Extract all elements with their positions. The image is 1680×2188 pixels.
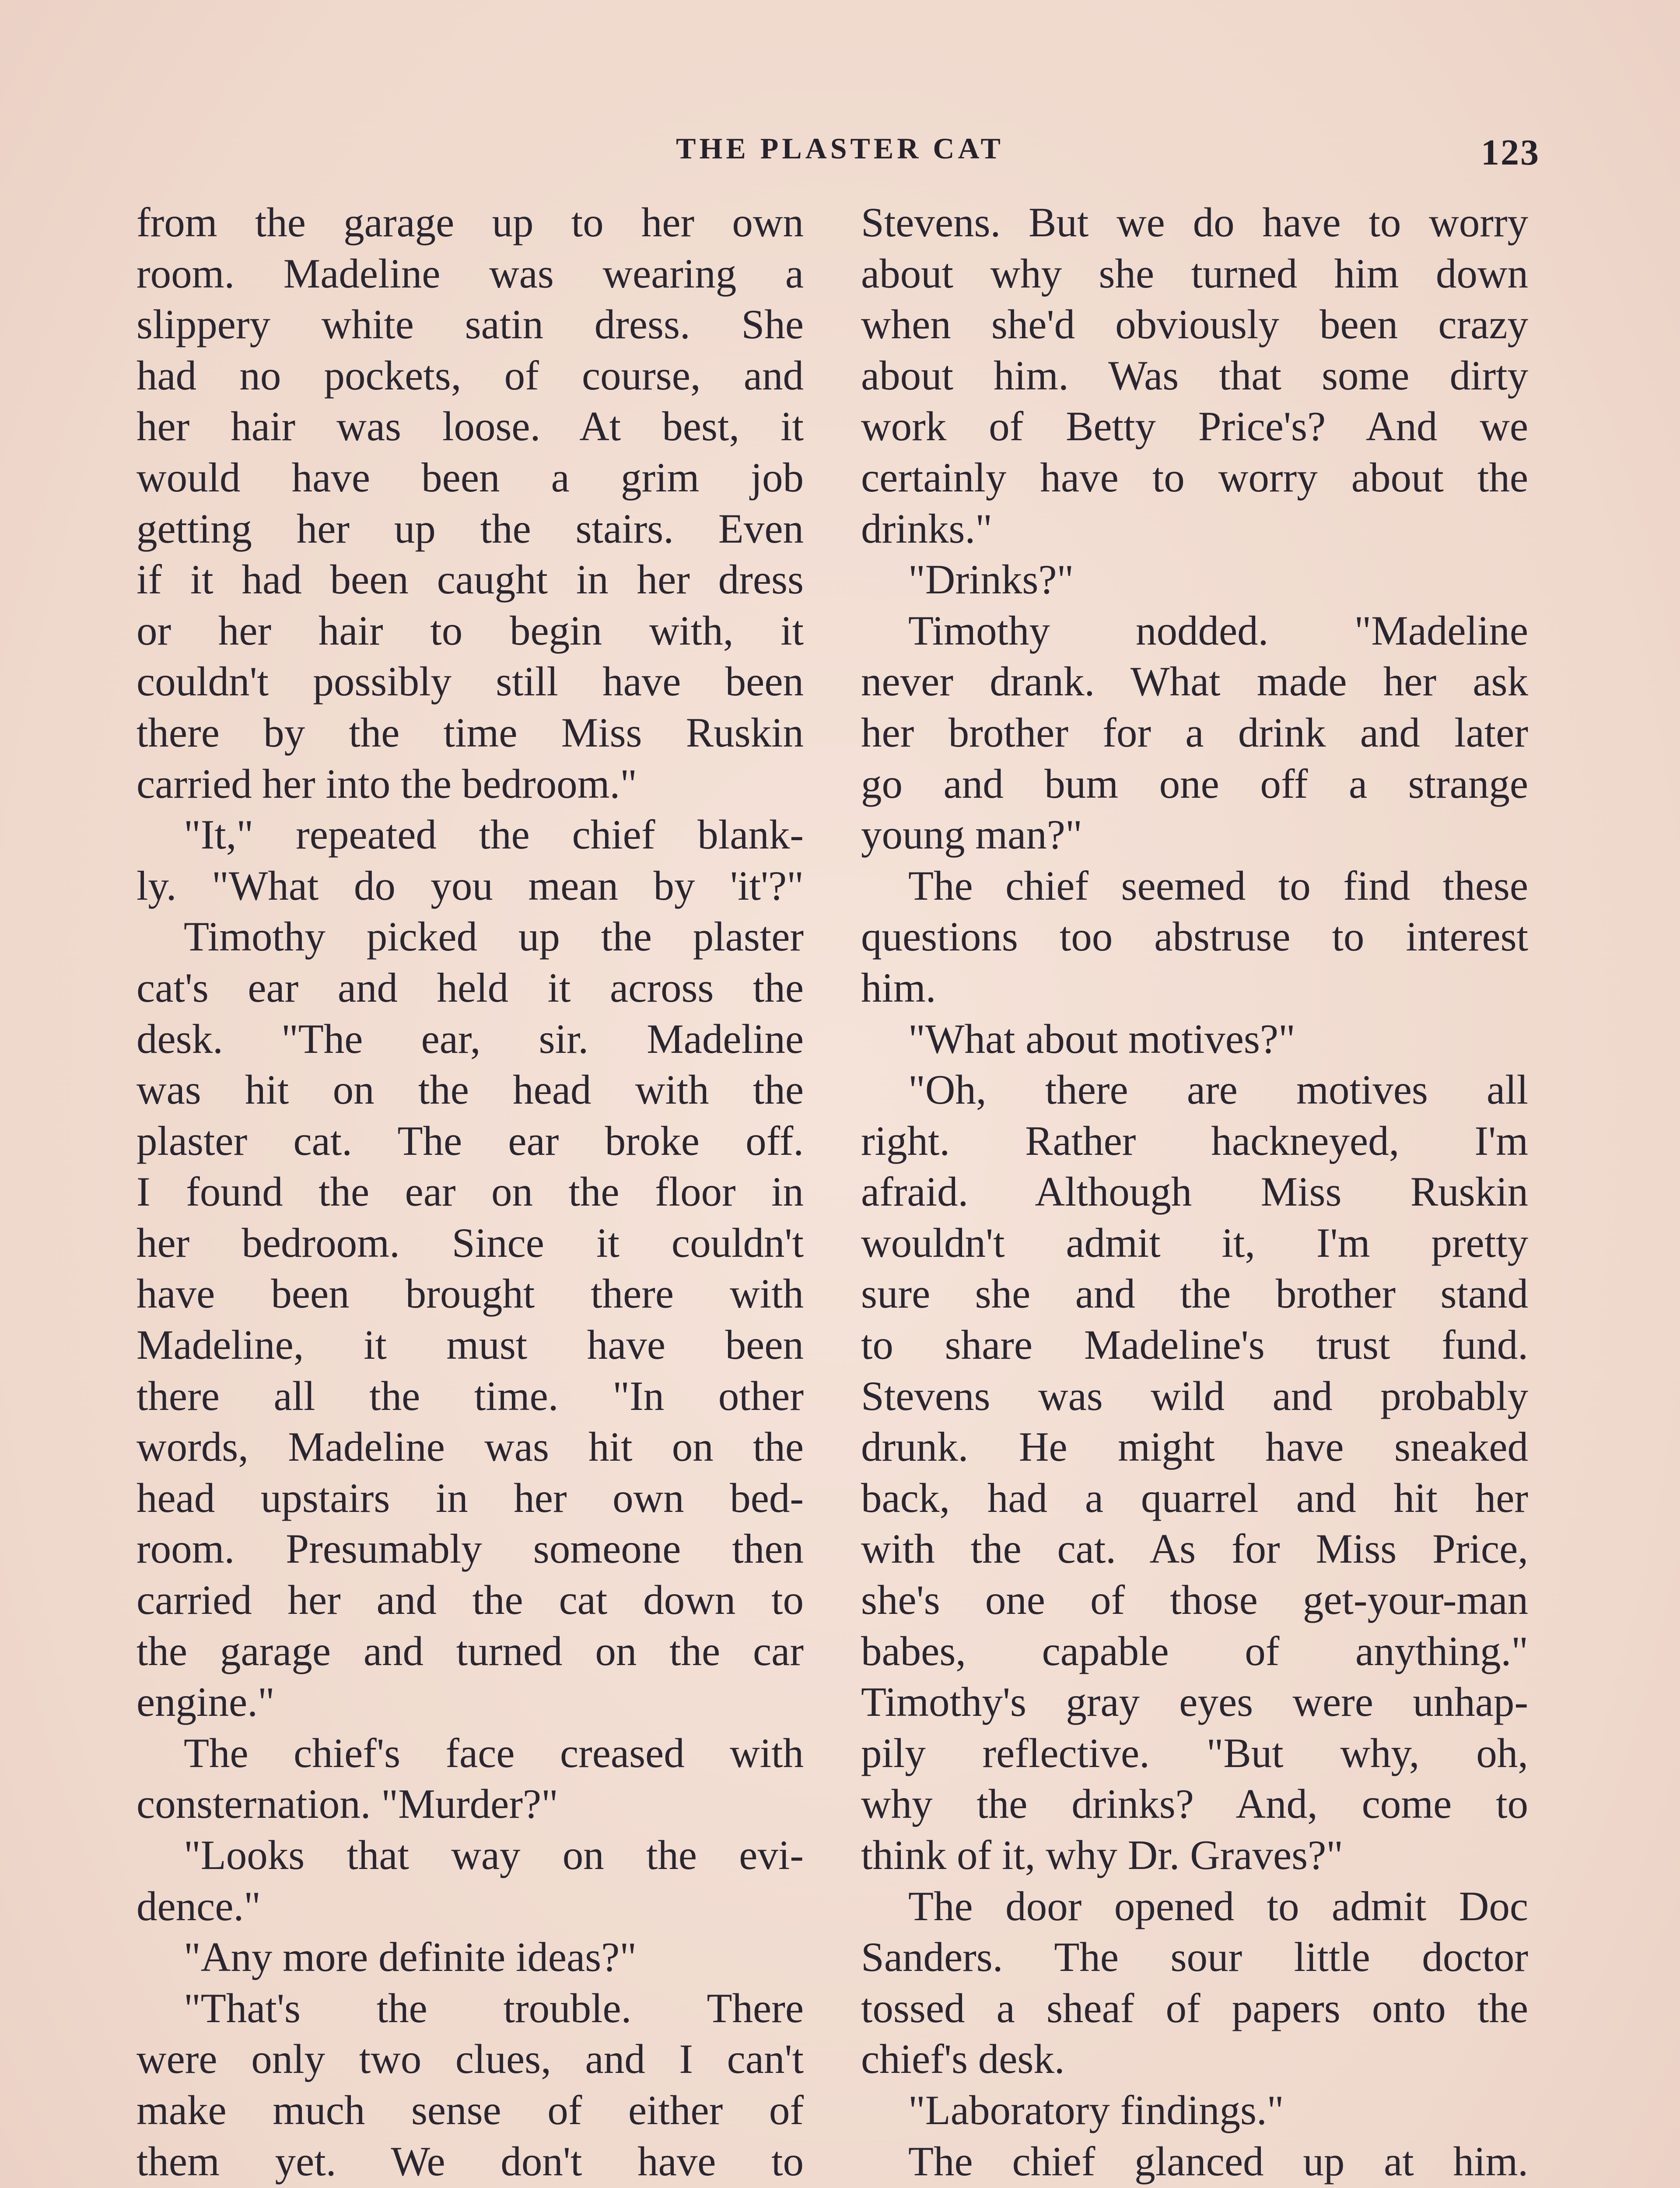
text-line: desk. "The ear, sir. Madeline [136,1015,804,1062]
text-line: room. Madeline was wearing a [136,250,804,297]
text-line: her hair was loose. At best, it [136,403,804,450]
text-line: was hit on the head with the [136,1066,804,1113]
text-line: "It," repeated the chief blank- [184,811,804,858]
page-number: 123 [1481,132,1540,173]
text-line: The door opened to admit Doc [908,1883,1528,1929]
text-line: when she'd obviously been crazy [861,301,1528,348]
text-line: if it had been caught in her dress [136,556,804,603]
text-line: or her hair to begin with, it [136,607,804,654]
text-line: work of Betty Price's? And we [861,403,1528,450]
text-line: the garage and turned on the car [136,1627,804,1674]
text-line: The chief glanced up at him. [908,2138,1528,2184]
text-line: Timothy's gray eyes were unhap- [861,1679,1528,1725]
text-line: Stevens. But we do have to worry [861,199,1528,245]
text-line: consternation. "Murder?" [136,1781,558,1827]
text-line: Timothy picked up the plaster [184,913,804,960]
text-line: tossed a sheaf of papers onto the [861,1985,1528,2031]
text-line: afraid. Although Miss Ruskin [861,1168,1528,1215]
text-line: "What about motives?" [908,1015,1295,1062]
text-line: about him. Was that some dirty [861,352,1528,399]
text-line: getting her up the stairs. Even [136,505,804,552]
text-line: "Any more definite ideas?" [184,1934,637,1981]
text-line: drinks." [861,505,993,552]
text-line: carried her and the cat down to [136,1577,804,1623]
text-line: words, Madeline was hit on the [136,1424,804,1470]
text-line: Sanders. The sour little doctor [861,1934,1528,1981]
text-line: her brother for a drink and later [861,709,1528,756]
text-line: why the drinks? And, come to [861,1781,1528,1827]
text-line: head upstairs in her own bed- [136,1474,804,1521]
text-line: about why she turned him down [861,250,1528,297]
text-line: carried her into the bedroom." [136,760,637,807]
text-line: "Drinks?" [908,556,1074,603]
text-line: "Oh, there are motives all [908,1066,1528,1113]
text-line: right. Rather hackneyed, I'm [861,1117,1528,1164]
text-line: with the cat. As for Miss Price, [861,1525,1528,1572]
text-line: Timothy nodded. "Madeline [908,607,1528,654]
text-line: The chief seemed to find these [908,862,1528,909]
text-line: drunk. He might have sneaked [861,1424,1528,1470]
text-line: to share Madeline's trust fund. [861,1322,1528,1368]
text-line: ly. "What do you mean by 'it'?" [136,862,804,909]
text-line: there by the time Miss Ruskin [136,709,804,756]
text-line: him. [861,964,936,1011]
text-line: Stevens was wild and probably [861,1372,1528,1419]
running-title: THE PLASTER CAT [676,132,1004,165]
text-line: think of it, why Dr. Graves?" [861,1832,1344,1878]
text-line: young man?" [861,811,1082,858]
text-line: dence." [136,1883,261,1929]
text-line: from the garage up to her own [136,199,804,245]
text-line: plaster cat. The ear broke off. [136,1117,804,1164]
right-column [861,197,1528,2188]
text-line: room. Presumably someone then [136,1525,804,1572]
text-line: The chief's face creased with [184,1729,804,1776]
text-line: had no pockets, of course, and [136,352,804,399]
text-line: there all the time. "In other [136,1372,804,1419]
text-line: were only two clues, and I can't [136,2036,804,2083]
text-line: babes, capable of anything." [861,1627,1528,1674]
text-line: make much sense of either of [136,2086,804,2133]
text-line: go and bum one off a strange [861,760,1528,807]
text-line: have been brought there with [136,1270,804,1317]
text-line: them yet. We don't have to [136,2138,804,2184]
text-line: "Laboratory findings." [908,2086,1284,2133]
text-line: never drank. What made her ask [861,658,1528,705]
text-line: engine." [136,1679,275,1725]
text-line: chief's desk. [861,2036,1065,2083]
text-line: she's one of those get-your-man [861,1577,1528,1623]
text-line: questions too abstruse to interest [861,913,1528,960]
left-column [136,197,804,2188]
text-line: couldn't possibly still have been [136,658,804,705]
text-line: cat's ear and held it across the [136,964,804,1011]
text-line: her bedroom. Since it couldn't [136,1219,804,1266]
text-line: Madeline, it must have been [136,1322,804,1368]
text-line: back, had a quarrel and hit her [861,1474,1528,1521]
text-line: would have been a grim job [136,454,804,501]
text-line: certainly have to worry about the [861,454,1528,501]
text-line: slippery white satin dress. She [136,301,804,348]
text-line: wouldn't admit it, I'm pretty [861,1219,1528,1266]
text-line: "Looks that way on the evi- [184,1832,804,1878]
text-line: sure she and the brother stand [861,1270,1528,1317]
text-line: "That's the trouble. There [184,1985,804,2031]
text-line: pily reflective. "But why, oh, [861,1729,1528,1776]
text-line: I found the ear on the floor in [136,1168,804,1215]
